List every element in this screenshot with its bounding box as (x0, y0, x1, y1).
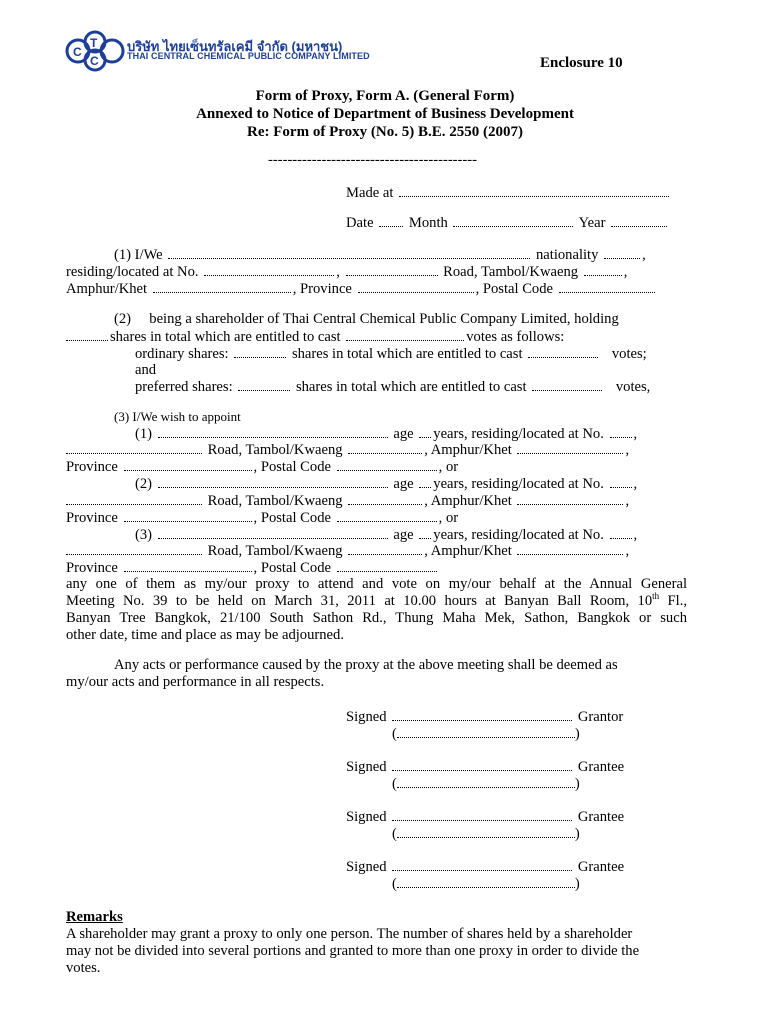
years-label: years, residing/located at No. (433, 426, 604, 442)
section2-line1 (114, 311, 619, 328)
proxy3-line1: (3) age years, residing/located at No. , (135, 527, 638, 543)
meeting-line1: any one of them as my/our proxy to attend and vote on my/our behalf at the Annual General (66, 576, 687, 592)
province-label: Province (66, 459, 118, 475)
grantee2-name-field[interactable] (397, 825, 575, 838)
amphur-label: , Amphur/Khet (424, 543, 512, 559)
floor-superscript: th (652, 591, 660, 602)
votes-total-field[interactable] (346, 328, 464, 341)
signature-line (346, 808, 624, 826)
age-label: age (393, 476, 414, 492)
years-label: years, residing/located at No. (433, 527, 604, 543)
address-extra-field[interactable] (346, 263, 438, 276)
proxy3-road-field[interactable] (348, 542, 422, 555)
proxy1-road-field[interactable] (348, 441, 422, 454)
road-label: Road, Tambol/Kwaeng (443, 264, 579, 280)
printed-name-line (392, 775, 580, 793)
form-title: Form of Proxy, Form A. (General Form) (255, 88, 515, 104)
meeting-paragraph (66, 576, 687, 627)
acts-line2: my/our acts and performance in all respects. (66, 674, 325, 690)
age-label: age (393, 426, 414, 442)
road-label: Road, Tambol/Kwaeng (207, 543, 343, 559)
proxy3-no-field[interactable] (610, 526, 632, 539)
company-thai-name: บริษัท ไทยเซ็นทรัลเคมี จำกัด (มหาชน) (127, 39, 343, 54)
meeting-line3: Banyan Tree Bangkok, 21/100 South Sathon Rd., Thung Maha Mek, Sathon, Bangkok or such (66, 610, 687, 626)
made-at-label: Made at (346, 185, 394, 201)
proxy3-line3 (66, 559, 439, 577)
proxy1-address-field[interactable] (66, 441, 202, 454)
amphur-field[interactable] (153, 280, 291, 293)
proxy2-postal-field[interactable] (337, 509, 437, 522)
proxy1-line2: Road, Tambol/Kwaeng , Amphur/Khet , (66, 441, 629, 459)
proxy1-age-field[interactable] (419, 425, 431, 438)
signature-role: Grantee (577, 759, 625, 775)
amphur-label: , Amphur/Khet (424, 493, 512, 509)
province-label: Province (66, 510, 118, 526)
open-paren: ( (392, 876, 397, 892)
proxy3-amphur-field[interactable] (517, 542, 623, 555)
enclosure-label: Enclosure 10 (540, 55, 623, 71)
section3-heading: (3) I/We wish to appoint (114, 409, 241, 424)
signed-label: Signed (346, 809, 387, 825)
signature-line (346, 708, 623, 726)
month-label: Month (408, 215, 448, 231)
section1-line1 (114, 246, 646, 264)
proxy-number: (3) (135, 527, 153, 543)
postal-label: , Postal Code (475, 281, 554, 297)
shares-total-field[interactable] (66, 328, 108, 341)
signature-line (346, 858, 624, 876)
preferred-mid: shares in total which are entitled to cast (295, 379, 527, 395)
ordinary-shares-line (135, 345, 647, 363)
province-label: , Province (292, 281, 352, 297)
proxy1-amphur-field[interactable] (517, 441, 623, 454)
proxy2-line3 (66, 509, 458, 527)
month-field[interactable] (453, 214, 573, 227)
proxy3-province-field[interactable] (124, 559, 252, 572)
grantee1-signature-field[interactable] (392, 758, 572, 771)
form-subtitle: Annexed to Notice of Department of Business Development (196, 106, 574, 122)
proxy-number: (2) (135, 476, 153, 492)
tcc-logo-icon (64, 30, 126, 72)
logo-letter-t: T (90, 36, 98, 50)
open-paren: ( (392, 726, 397, 742)
or-label: , or (438, 510, 459, 526)
signature-role: Grantee (577, 809, 625, 825)
proxy3-age-field[interactable] (419, 526, 431, 539)
signed-label: Signed (346, 709, 387, 725)
grantee3-name-field[interactable] (397, 875, 575, 888)
proxy2-province-field[interactable] (124, 509, 252, 522)
made-at-line (346, 184, 671, 202)
iwe-label: (1) I/We (114, 247, 163, 263)
section2-number: (2) (114, 311, 132, 327)
proxy3-address-field[interactable] (66, 542, 202, 555)
section2-text1: being a shareholder of Thai Central Chemical Public Company Limited, holding (149, 311, 619, 327)
years-label: years, residing/located at No. (433, 476, 604, 492)
date-label: Date (346, 215, 374, 231)
printed-name-line (392, 825, 580, 843)
section1-line2 (66, 263, 627, 281)
title-separator: ------------------------------------------- (268, 152, 477, 168)
comma: , (642, 247, 646, 263)
close-paren: ) (574, 776, 580, 792)
ordinary-label: ordinary shares: (135, 346, 229, 362)
nationality-field[interactable] (604, 246, 640, 259)
proxy3-line2: Road, Tambol/Kwaeng , Amphur/Khet , (66, 542, 629, 560)
open-paren: ( (392, 826, 397, 842)
logo-letter-c2: C (90, 54, 99, 68)
section1-line3 (66, 280, 657, 298)
postal-label: , Postal Code (253, 459, 331, 475)
printed-name-line (392, 875, 580, 893)
and-label: and (135, 362, 157, 378)
road-label: Road, Tambol/Kwaeng (207, 493, 343, 509)
grantee1-name-field[interactable] (397, 775, 575, 788)
proxy1-postal-field[interactable] (337, 458, 437, 471)
year-label: Year (578, 215, 606, 231)
province-label: Province (66, 560, 118, 576)
proxy2-road-field[interactable] (348, 492, 422, 505)
proxy2-no-field[interactable] (610, 475, 632, 488)
date-field[interactable] (379, 214, 403, 227)
ordinary-mid: shares in total which are entitled to cast (291, 346, 523, 362)
amphur-label: Amphur/Khet (66, 281, 148, 297)
preferred-votes-field[interactable] (532, 378, 602, 391)
preferred-label: preferred shares: (135, 379, 233, 395)
remarks-line2: may not be divided into several portions and granted to more than one proxy in order to divide the (66, 943, 640, 959)
age-label: age (393, 527, 414, 543)
date-line (346, 214, 669, 232)
or-label: , or (438, 459, 459, 475)
acts-line1: Any acts or performance caused by the proxy at the above meeting shall be deemed as (114, 657, 618, 673)
postal-label: , Postal Code (253, 510, 331, 526)
comma: , (623, 264, 628, 280)
proxy2-name-field[interactable] (158, 475, 388, 488)
preferred-shares-line (135, 378, 650, 396)
proxy1-line3 (66, 458, 458, 476)
ordinary-shares-field[interactable] (234, 345, 286, 358)
close-paren: ) (574, 826, 580, 842)
close-paren: ) (574, 876, 580, 892)
proxy1-line1: (1) age years, residing/located at No. , (135, 426, 638, 442)
meeting-line2-text: Meeting No. 39 to be held on March 31, 2011 at 10.00 hours at Banyan Ball Room, 10 (66, 593, 653, 609)
province-field[interactable] (358, 280, 474, 293)
proxy2-amphur-field[interactable] (517, 492, 623, 505)
comma: , (336, 264, 340, 280)
year-field[interactable] (611, 214, 667, 227)
close-paren: ) (574, 726, 580, 742)
signature-role: Grantor (577, 709, 624, 725)
section2-text2b: votes as follows: (466, 329, 565, 345)
signed-label: Signed (346, 859, 387, 875)
grantor-signature-field[interactable] (392, 708, 572, 721)
proxy-number: (1) (135, 426, 153, 442)
proxy3-name-field[interactable] (158, 526, 388, 539)
meeting-line2-end: Fl., (659, 593, 687, 609)
remarks-heading: Remarks (66, 909, 123, 925)
nationality-label: nationality (535, 247, 599, 263)
proxy2-address-field[interactable] (66, 492, 202, 505)
section2-text2: shares in total which are entitled to cast (110, 329, 341, 345)
proxy2-line2: Road, Tambol/Kwaeng , Amphur/Khet , (66, 492, 629, 510)
company-english-name: THAI CENTRAL CHEMICAL PUBLIC COMPANY LIMITED (127, 51, 370, 61)
remarks-line1: A shareholder may grant a proxy to only one person. The number of shares held by a shareholder (66, 926, 633, 942)
form-reference: Re: Form of Proxy (No. 5) B.E. 2550 (2007) (247, 124, 523, 140)
proxy1-name-field[interactable] (158, 425, 388, 438)
logo-letter-c1: C (73, 45, 82, 59)
road-label: Road, Tambol/Kwaeng (207, 442, 343, 458)
amphur-label: , Amphur/Khet (424, 442, 512, 458)
proxy2-line1: (2) age years, residing/located at No. , (135, 476, 638, 492)
grantee2-signature-field[interactable] (392, 808, 572, 821)
made-at-field[interactable] (399, 184, 669, 197)
residing-label: residing/located at No. (66, 264, 199, 280)
remarks-line3: votes. (66, 960, 101, 976)
grantee3-signature-field[interactable] (392, 858, 572, 871)
signature-role: Grantee (577, 859, 625, 875)
meeting-line2 (66, 593, 687, 610)
printed-name-line (392, 725, 580, 743)
section2-line2 (66, 328, 564, 346)
grantor-name-field[interactable] (397, 725, 575, 738)
preferred-shares-field[interactable] (238, 378, 290, 391)
signature-line (346, 758, 624, 776)
open-paren: ( (392, 776, 397, 792)
ordinary-end: votes; (611, 346, 647, 362)
address-no-field[interactable] (204, 263, 334, 276)
road-field[interactable] (584, 263, 622, 276)
proxy2-age-field[interactable] (419, 475, 431, 488)
postal-field[interactable] (559, 280, 655, 293)
iwe-name-field[interactable] (168, 246, 530, 259)
proxy1-no-field[interactable] (610, 425, 632, 438)
meeting-line4: other date, time and place as may be adjourned. (66, 627, 344, 643)
preferred-end: votes, (615, 379, 651, 395)
postal-label: , Postal Code (253, 560, 331, 576)
proxy1-province-field[interactable] (124, 458, 252, 471)
signed-label: Signed (346, 759, 387, 775)
ordinary-votes-field[interactable] (528, 345, 598, 358)
proxy3-postal-field[interactable] (337, 559, 437, 572)
